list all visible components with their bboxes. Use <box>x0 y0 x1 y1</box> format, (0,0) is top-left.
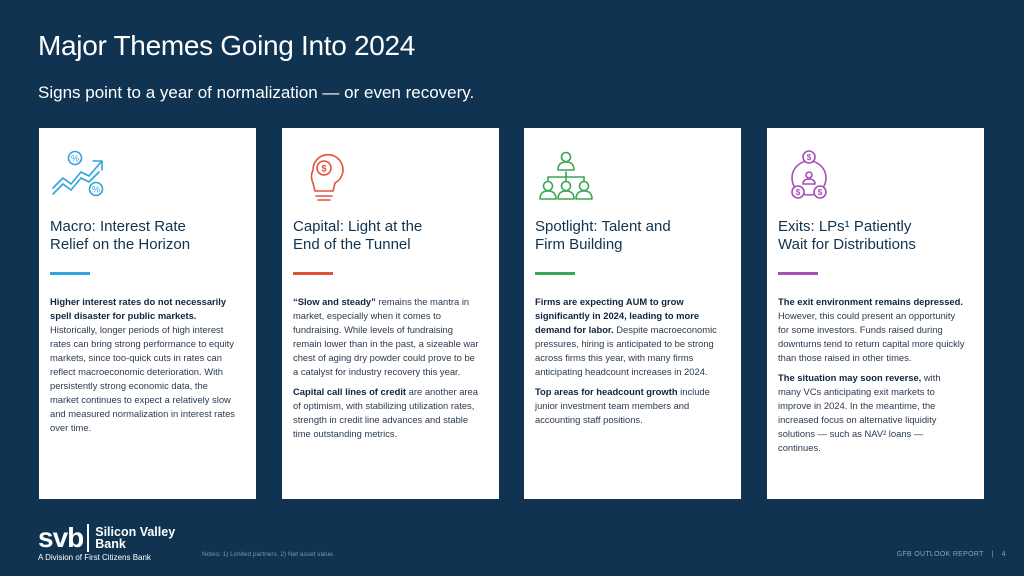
card-body <box>778 295 966 461</box>
card-paragraph-text: include junior investment team members and accounting staff positions. <box>535 386 710 425</box>
logo-wordmark: svb <box>38 522 84 553</box>
card-paragraph-text: are another area of optimism, with stabilizing utilization rates, strength in credit line advances and stable time outstanding metrics. <box>293 386 478 439</box>
money-cycle-icon <box>777 146 841 210</box>
card-title <box>535 218 735 254</box>
card-paragraph <box>50 295 238 435</box>
logo-bank-name-line1: Silicon Valley <box>95 525 176 539</box>
card-title-line2: Wait for Distributions <box>778 236 916 253</box>
org-chart-people-icon <box>534 146 598 210</box>
theme-card-talent <box>524 128 741 499</box>
svg-text:$: $ <box>321 163 327 174</box>
theme-card-capital <box>282 128 499 499</box>
card-paragraph-lead: The exit environment remains depressed. <box>778 296 963 307</box>
svg-text:%: % <box>70 153 80 164</box>
report-footer <box>897 551 1006 558</box>
division-text: A Division of First Citizens Bank <box>38 553 151 562</box>
card-paragraph-text: Historically, longer periods of high interest rates can bring strong performance to equity markets, since too-quick cuts in rates can reflect macroeconomic deterioration. With persistently strong economic data, the market continues to expect a relatively slow and measured normalization in interest rates over time. <box>50 324 235 433</box>
card-paragraph-lead: Top areas for headcount growth <box>535 386 678 397</box>
card-title-line2: Relief on the Horizon <box>50 236 191 253</box>
page-title: Major Themes Going Into 2024 <box>38 30 416 61</box>
card-title <box>778 218 978 254</box>
logo-divider <box>87 524 89 552</box>
percent-trend-icon <box>49 146 113 210</box>
logo-bank-name <box>95 526 175 550</box>
page-subtitle: Signs point to a year of normalization — or even recovery. <box>38 83 475 102</box>
card-paragraph <box>293 385 481 441</box>
card-paragraph-text: Despite macroeconomic pressures, hiring is anticipated to be strong across firms this year, with many firms anticipating headcount increases in 2024. <box>535 324 717 377</box>
lightbulb-dollar-icon <box>292 146 356 210</box>
accent-rule <box>535 272 575 275</box>
card-paragraph-text: with many VCs anticipating exit markets to improve in 2024. In the meantime, the increased focus on alternative liquidity solutions — such as NAV² loans — continues. <box>778 372 941 453</box>
card-title-line1: Capital: Light at the <box>293 218 423 235</box>
card-body <box>535 295 723 433</box>
report-label: GFB OUTLOOK REPORT <box>896 551 984 558</box>
card-paragraph-text: However, this could present an opportunity for some investors. Funds raised during downturns tend to return capital more quickly than those raised in other times. <box>778 310 965 363</box>
card-title-line2: Firm Building <box>535 236 623 253</box>
theme-card-macro <box>39 128 256 499</box>
card-paragraph-text: remains the mantra in market, especially when it comes to fundraising. While levels of fundraising remain lower than in the past, a sizeable war chest of aging dry powder could prove to be a catalyst for industry recovery this year. <box>293 296 479 377</box>
logo-bank-name-line2: Bank <box>95 537 126 551</box>
card-title-line2: End of the Tunnel <box>293 236 411 253</box>
svg-text:$: $ <box>806 153 812 162</box>
card-paragraph <box>778 371 966 455</box>
card-title-line1: Macro: Interest Rate <box>50 218 186 235</box>
page-number: 4 <box>1001 551 1006 558</box>
svb-logo <box>38 522 175 554</box>
card-body <box>293 295 481 447</box>
card-paragraph-lead: The situation may soon reverse, <box>778 372 922 383</box>
card-paragraph <box>535 385 723 427</box>
card-title <box>293 218 493 254</box>
card-paragraph <box>535 295 723 379</box>
card-paragraph <box>293 295 481 379</box>
accent-rule <box>293 272 333 275</box>
card-paragraph-lead: Higher interest rates do not necessarily spell disaster for public markets. <box>50 296 227 321</box>
footnotes: Notes: 1) Limited partners. 2) Net asset value. <box>202 551 335 558</box>
svg-text:$: $ <box>817 188 823 197</box>
accent-rule <box>50 272 90 275</box>
card-paragraph-lead: Capital call lines of credit <box>293 386 407 397</box>
svg-text:%: % <box>91 184 101 195</box>
card-body <box>50 295 238 441</box>
theme-card-exits <box>767 128 984 499</box>
card-paragraph-lead: Firms are expecting AUM to grow significantly in 2024, leading to more demand for labor. <box>535 296 700 335</box>
card-title-line1: Exits: LPs¹ Patiently <box>778 218 912 235</box>
svg-text:$: $ <box>795 188 801 197</box>
card-paragraph <box>778 295 966 365</box>
card-paragraph-lead: “Slow and steady” <box>293 296 376 307</box>
card-title <box>50 218 250 254</box>
card-title-line1: Spotlight: Talent and <box>535 218 671 235</box>
accent-rule <box>778 272 818 275</box>
footer-separator: | <box>991 551 994 558</box>
